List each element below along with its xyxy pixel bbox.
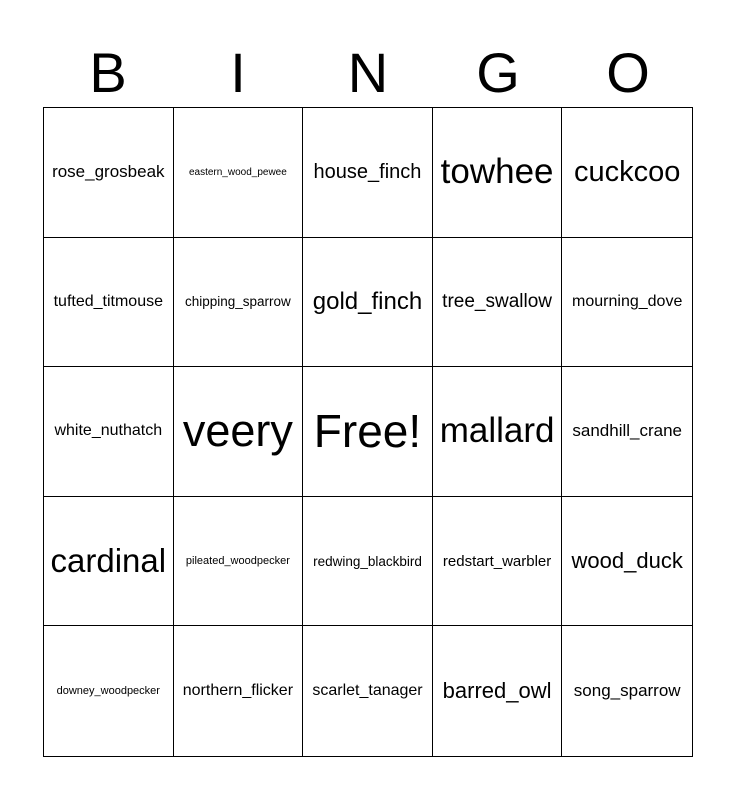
bingo-cell[interactable] [303,238,433,368]
cell-label: eastern_wood_pewee [188,166,287,178]
cell-label: mallard [439,411,555,451]
header-letter-o: O [606,41,650,104]
bingo-cell[interactable] [174,108,304,238]
cell-label: redstart_warbler [442,552,552,570]
bingo-cell[interactable] [562,238,692,368]
cell-label: northern_flicker [182,682,294,700]
bingo-cell[interactable] [44,108,174,238]
cell-label: pileated_woodpecker [185,555,290,568]
bingo-cell[interactable] [174,626,304,756]
cell-label: cardinal [50,542,167,580]
cell-label: veery [182,405,293,457]
cell-label: sandhill_crane [572,421,683,441]
cell-label: redwing_blackbird [313,553,422,569]
bingo-cell[interactable] [303,626,433,756]
bingo-cell[interactable] [303,108,433,238]
header-letter-i: I [230,41,246,104]
cell-label: gold_finch [312,287,423,315]
bingo-board [43,107,693,757]
cell-label: barred_owl [442,678,552,704]
header-letter-b: B [89,41,127,104]
free-space-label: Free! [313,405,422,458]
cell-label: wood_duck [571,548,683,574]
bingo-cell[interactable] [174,367,304,497]
cell-label: chipping_sparrow [184,294,291,310]
bingo-cell[interactable] [433,367,563,497]
cell-label: rose_grosbeak [52,162,165,182]
cell-label: tufted_titmouse [53,292,163,310]
bingo-cell[interactable] [303,367,433,497]
bingo-cell[interactable] [44,626,174,756]
bingo-cell[interactable] [433,626,563,756]
cell-label: mourning_dove [572,292,683,310]
bingo-cell[interactable] [303,497,433,627]
bingo-header [43,38,693,108]
bingo-cell[interactable] [562,367,692,497]
bingo-cell[interactable] [562,108,692,238]
bingo-cell[interactable] [433,497,563,627]
bingo-cell[interactable] [433,108,563,238]
cell-label: house_finch [313,160,422,183]
cell-label: song_sparrow [573,681,681,701]
header-letter-g: G [476,41,520,104]
bingo-cell[interactable] [44,367,174,497]
bingo-cell[interactable] [44,497,174,627]
cell-label: cuckcoo [574,155,681,188]
bingo-cell[interactable] [174,238,304,368]
bingo-cell[interactable] [562,626,692,756]
cell-label: scarlet_tanager [312,682,423,700]
bingo-cell[interactable] [44,238,174,368]
bingo-cell[interactable] [562,497,692,627]
bingo-cell[interactable] [433,238,563,368]
cell-label: tree_swallow [442,290,552,312]
cell-label: towhee [440,152,554,192]
bingo-cell[interactable] [174,497,304,627]
cell-label: white_nuthatch [54,422,163,440]
header-letter-n: N [347,41,389,104]
cell-label: downey_woodpecker [56,685,160,698]
